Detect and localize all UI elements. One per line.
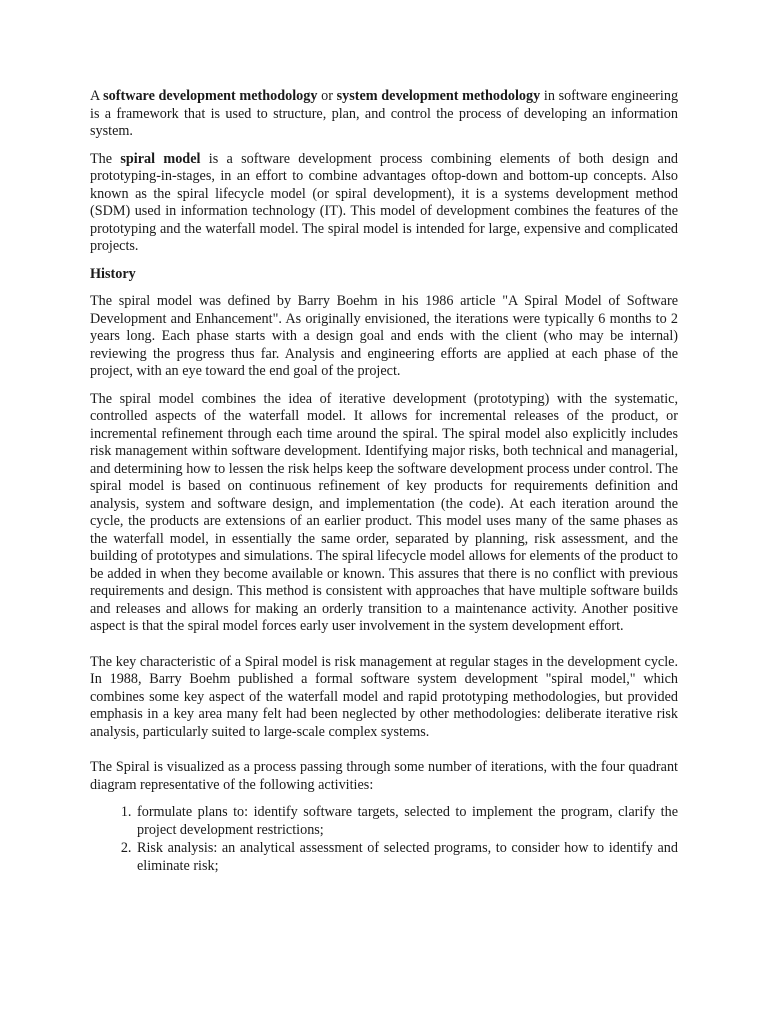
intro-lead: A: [90, 88, 100, 104]
intro-paragraph: [90, 88, 678, 141]
spiral-definition-paragraph: [90, 151, 678, 256]
term-spiral-model: spiral model: [120, 150, 201, 167]
history-paragraph-1: The spiral model was defined by Barry Boehm in his 1986 article "A Spiral Model of Software Development and Enhancement". As originally envisioned, the iterations were typically 6 months to 2 years long. Each phase starts with a design goal and ends with the client (who may be internal) reviewing the progress thus far. Analysis and engineering efforts are applied at each phase of the project, with an eye toward the end goal of the project.: [90, 293, 678, 379]
activity-item-1: 1. formulate plans to: identify software targets, selected to implement the program, clarify the project development restrictions;: [135, 804, 678, 839]
history-paragraph-3: The key characteristic of a Spiral model is risk management at regular stages in the development cycle. In 1988, Barry Boehm published a formal software system development "spiral model," which combines some key aspect of the waterfall model and rapid prototyping methodologies, but provided emphasis in a key area many felt had been neglected by other methodologies: deliberate iterative risk analysis, particularly suited to large-scale complex systems.: [90, 653, 678, 740]
history-paragraph-4: The Spiral is visualized as a process passing through some number of iterations, with the four quadrant diagram representative of the following activities:: [90, 759, 678, 793]
term-system-development-methodology: system development methodology: [336, 88, 541, 104]
term-software-development-methodology: software development methodology: [103, 88, 318, 104]
intro-rest: in software engineering is a framework that is used to structure, plan, and control the process of developing an information system.: [90, 88, 679, 139]
spiral-definition-lead: The: [90, 150, 113, 167]
spiral-definition-rest: is a software development process combining elements of both design and prototyping-in-stages, in an effort to combine advantages oftop-down and bottom-up concepts. Also known as the spiral lifecycle model (or spiral development), it is a systems development method (SDM) used in information technology (IT). This model of development combines the features of the prototyping and the waterfall model. The spiral model is intended for large, expensive and complicated projects.: [90, 150, 679, 254]
activity-item-2: 2. Risk analysis: an analytical assessment of selected programs, to consider how to identify and eliminate risk;: [135, 840, 678, 875]
document-page: [90, 88, 678, 876]
intro-or-word: or: [321, 88, 333, 104]
history-heading: History: [90, 265, 136, 282]
activities-list: [90, 804, 678, 875]
history-paragraph-2: The spiral model combines the idea of iterative development (prototyping) with the systematic, controlled aspects of the waterfall model. It allows for incremental releases of the product, or incremental refinement through each time around the spiral. The spiral model also explicitly includes risk management within software development. Identifying major risks, both technical and managerial, and determining how to lessen the risk helps keep the software development process under control. The spiral model is based on continuous refinement of key products for requirements definition and analysis, system and software design, and implementation (the code). At each iteration around the cycle, the products are extensions of an earlier product. This model uses many of the same phases as the waterfall model, in essentially the same order, separated by planning, risk assessment, and the building of prototypes and simulations. The spiral lifecycle model allows for elements of the product to be added in when they become available or known. This assures that there is no conflict with previous requirements and design. This method is consistent with approaches that have multiple software builds and releases and allows for making an orderly transition to a maintenance activity. Another positive aspect is that the spiral model forces early user involvement in the system development effort.: [90, 390, 678, 634]
